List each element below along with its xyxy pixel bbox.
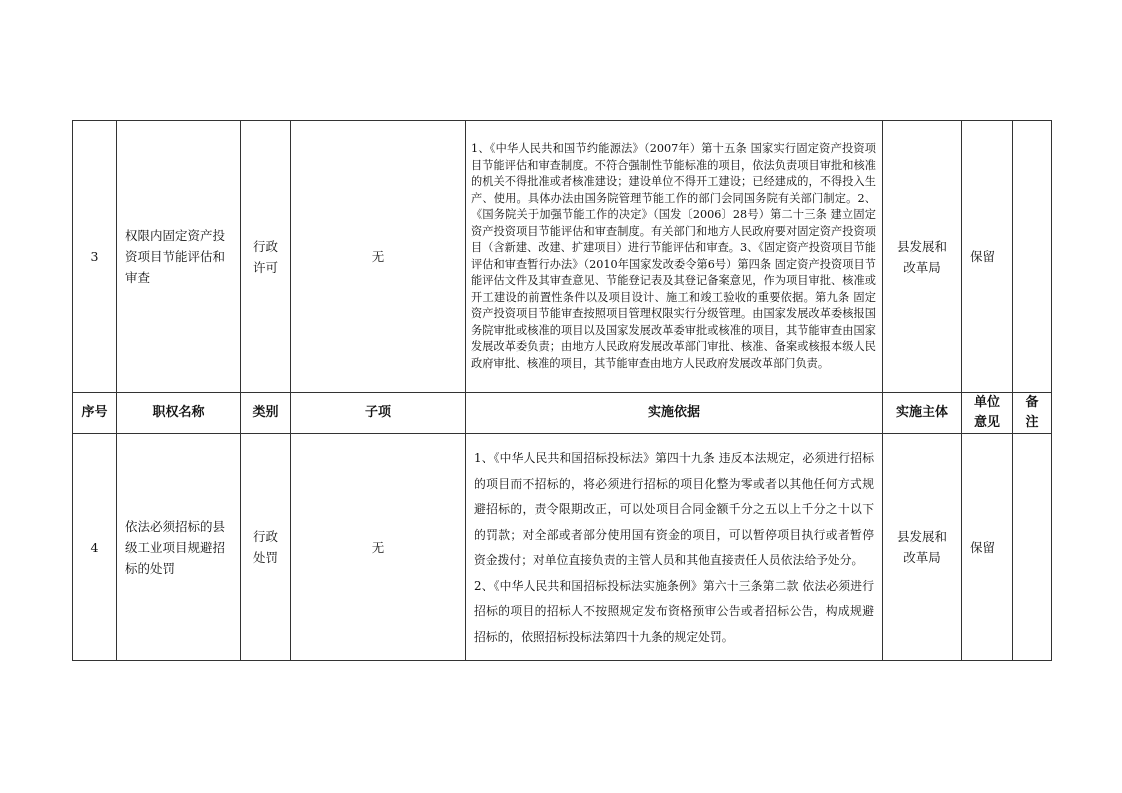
basis-text: 1、《中华人民共和国节约能源法》（2007年）第十五条 国家实行固定资产投资项目节能评估和审查制度。不符合强制性节能标准的项目，依法负责项目审批和核准的机关不得批准或者核准建设；建设单位不得开工建设；已经建成的，不得投入生产、使用。具体办法由国务院管理节能工作的部门会同国务院有关部门制定。2、《国务院关于加强节能工作的决定》（国发〔2006〕28号）第二十三条 建立固定资产投资项目节能评估和审查制度。有关部门和地方人民政府要对固定资产投资项目（含新建、改建、扩建项目）进行节能评估和审查。3、《固定资产投资项目节能评估和审查暂行办法》（2010年国家发改委令第6号）第四条 固定资产投资项目节能评估文件及其审查意见、节能登记表及其登记备案意见，作为项目审批、核准或开工建设的前置性条件以及项目设计、施工和竣工验收的重要依据。第九条 固定资产投资项目节能审查按照项目管理权限实行分级管理。由国家发展改革委核报国务院审批或核准的项目以及国家发展改革委审批或核准的项目，其节能审查由国家发展改革委负责；由地方人民政府发展改革部门审批、核准、备案或核报本级人民政府审批、核准的项目，其节能审查由地方人民政府发展改革部门负责。	[466, 121, 883, 393]
header-remark-text: 备注	[1025, 395, 1039, 430]
remark	[1013, 121, 1052, 393]
header-opinion	[962, 393, 1013, 434]
power-name: 依法必须招标的县级工业项目规避招标的处罚	[117, 434, 241, 661]
category-text: 行政许可	[252, 238, 278, 275]
power-name: 权限内固定资产投资项目节能评估和审查	[117, 121, 241, 393]
table-row	[73, 121, 1052, 393]
powers-table	[72, 120, 1052, 661]
table-row	[73, 434, 1052, 661]
category	[241, 121, 291, 393]
header-row	[73, 393, 1052, 434]
header-basis: 实施依据	[466, 393, 883, 434]
remark	[1013, 434, 1052, 661]
row-number: 4	[73, 434, 117, 661]
header-opinion-text: 单位意见	[973, 395, 1000, 430]
header-category: 类别	[241, 393, 291, 434]
header-name: 职权名称	[117, 393, 241, 434]
unit-opinion: 保留	[962, 434, 1013, 661]
unit-opinion: 保留	[962, 121, 1013, 393]
subitem: 无	[291, 434, 466, 661]
header-no: 序号	[73, 393, 117, 434]
implementing-subject	[883, 434, 962, 661]
header-remark	[1013, 393, 1052, 434]
header-subject: 实施主体	[883, 393, 962, 434]
subitem: 无	[291, 121, 466, 393]
subject-text: 县发展和改革局	[896, 238, 947, 275]
header-subitem: 子项	[291, 393, 466, 434]
subject-text: 县发展和改革局	[896, 529, 947, 565]
category	[241, 434, 291, 661]
category-text: 行政处罚	[252, 529, 278, 565]
basis-text: 1、《中华人民共和国招标投标法》第四十九条 违反本法规定，必须进行招标的项目而不招标的，将必须进行招标的项目化整为零或者以其他任何方式规避招标的，责令限期改正，可以处项目合同金额千分之五以上千分之十以下的罚款；对全部或者部分使用国有资金的项目，可以暂停项目执行或者暂停资金拨付；对单位直接负责的主管人员和其他直接责任人员依法给予处分。 2、《中华人民共和国招标投标法实施条例》第六十三条第二款 依法必须进行招标的项目的招标人不按照规定发布资格预审公告或者招标公告，构成规避招标的，依照招标投标法第四十九条的规定处罚。	[466, 434, 883, 661]
implementing-subject	[883, 121, 962, 393]
row-number: 3	[73, 121, 117, 393]
